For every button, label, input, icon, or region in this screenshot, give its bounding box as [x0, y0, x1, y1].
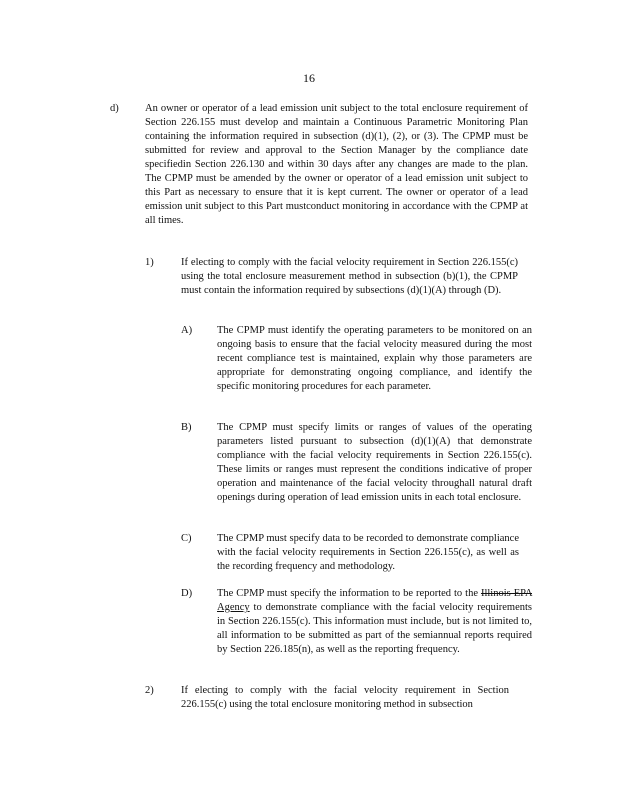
item-2-paragraph: If electing to comply with the facial velocity requirement in Section 226.155(c) using the total enclosure monitoring method in subsection	[181, 685, 509, 710]
struck-text: Illinois EPA	[480, 588, 532, 599]
item-c-label: C)	[181, 533, 192, 544]
section-d-label: d)	[110, 103, 119, 114]
item-2-label: 2)	[145, 685, 154, 696]
item-a-paragraph: The CPMP must identify the operating parameters to be monitored on an ongoing basis to ensure that the facial velocity measured during the most recent compliance test is maintained, explain why those parameters are appropriate for demonstrating ongoing compliance, and identify the specific monitoring procedures for each parameter.	[217, 325, 532, 392]
item-d-text-before: The CPMP must specify the information to be reported to the	[217, 588, 478, 599]
item-d-text-after: to demonstrate compliance with the facial velocity requirements in Section 226.155(c). This information must include, but is not limited to, all information to be submitted as part of the semiannual reports required by Section 226.185(n), as well as the reporting frequency.	[217, 602, 533, 655]
item-a-label: A)	[181, 325, 193, 336]
item-b-paragraph: The CPMP must specify limits or ranges of values of the operating parameters listed pursuant to subsection (d)(1)(A) that demonstrate compliance with the facial velocity requirements in Section 226.155(c). These limits or ranges must represent the conditions indicative of proper operation and maintenance of the facial velocity throughall natural draft openings during operation of lead emission units in each total enclosure.	[217, 422, 532, 503]
item-b-label: B)	[181, 422, 192, 433]
item-1-label: 1)	[145, 257, 154, 268]
item-c-paragraph: The CPMP must specify data to be recorded to demonstrate compliance with the facial velocity requirements in Section 226.155(c), as well as the recording frequency and methodology.	[217, 533, 519, 572]
page-number: 16	[303, 71, 315, 85]
item-d-label: D)	[181, 588, 193, 599]
inserted-text: Agency	[217, 602, 250, 613]
section-d-paragraph: An owner or operator of a lead emission unit subject to the total enclosure requirement of Section 226.155 must develop and maintain a Continuous Parametric Monitoring Plan containing the information required in subsection (d)(1), (2), or (3). The CPMP must be submitted for review and approval to the Section Manager by the compliance date specifiedin Section 226.130 and within 30 days after any changes are made to the plan. The CPMP must be amended by the owner or operator of a lead emission unit subject to this Part as necessary to ensure that it is kept current. The owner or operator of a lead emission unit subject to this Part mustconduct monitoring in accordance with the CPMP at all times.	[145, 103, 528, 226]
item-1-paragraph: If electing to comply with the facial velocity requirement in Section 226.155(c) using the total enclosure measurement method in subsection (b)(1), the CPMP must contain the information required by subsections (d)(1)(A) through (D).	[181, 257, 518, 296]
item-d-paragraph	[217, 587, 532, 657]
